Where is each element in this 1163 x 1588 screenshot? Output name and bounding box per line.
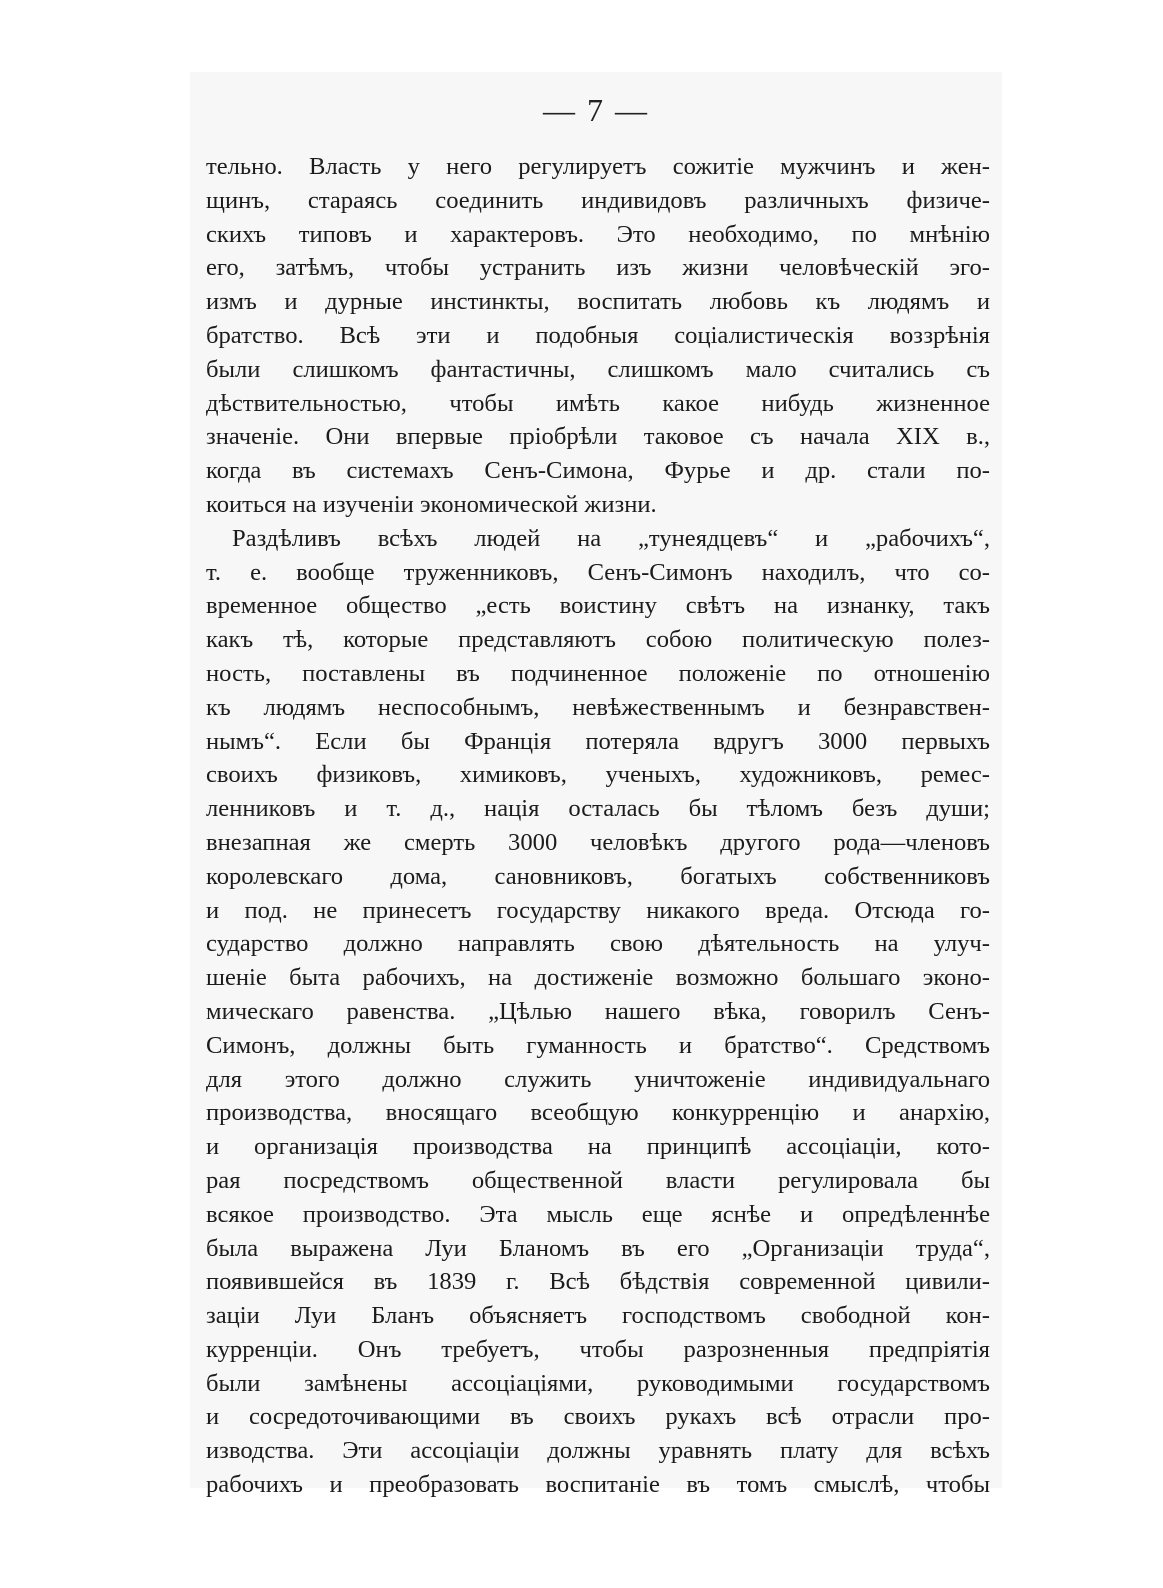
text-line: были слишкомъ фантастичны, слишкомъ мало считались съ (206, 355, 990, 383)
text-line: измъ и дурные инстинкты, воспитать любовь къ людямъ и (206, 288, 990, 316)
book-page (190, 72, 1002, 1499)
text-line: мическаго равенства. „Цѣлью нашего вѣка, говорилъ Сенъ- (206, 997, 990, 1025)
text-line: ленниковъ и т. д., нація осталась бы тѣломъ безъ души; (206, 795, 990, 823)
text-line: сударство должно направлять свою дѣятельность на улуч- (206, 930, 990, 958)
text-line: появившейся въ 1839 г. Всѣ бѣдствія современной цивили- (206, 1268, 990, 1296)
text-line: заціи Луи Бланъ объясняетъ господствомъ свободной кон- (206, 1302, 990, 1330)
text-line: королевскаго дома, сановниковъ, богатыхъ собственниковъ (206, 862, 990, 890)
page-number: — 7 — (543, 92, 649, 128)
text-line: временное общество „есть воистину свѣтъ на изнанку, такъ (206, 592, 990, 620)
text-line: рая посредствомъ общественной власти регулировала бы (206, 1166, 990, 1194)
text-line: изводства. Эти ассоціаціи должны уравнять плату для всѣхъ (206, 1437, 990, 1465)
text-line: Раздѣливъ всѣхъ людей на „тунеядцевъ“ и „рабочихъ“, (232, 524, 990, 552)
text-line: и под. не принесетъ государству никакого вреда. Отсюда го- (206, 896, 990, 924)
text-line: всякое производство. Эта мысль еще яснѣе и опредѣленнѣе (206, 1200, 990, 1228)
text-line: тельно. Власть у него регулируетъ сожитіе мужчинъ и жен- (206, 153, 990, 180)
text-line: своихъ физиковъ, химиковъ, ученыхъ, художниковъ, ремес- (206, 761, 990, 789)
text-line: когда въ системахъ Сенъ-Симона, Фурье и др. стали по- (206, 457, 990, 485)
text-line: и организація производства на принципѣ ассоціаціи, кото- (206, 1133, 990, 1161)
text-line: братство. Всѣ эти и подобныя соціалистическія воззрѣнія (206, 321, 990, 349)
text-line: дѣствительностью, чтобы имѣть какое нибудь жизненное (206, 389, 990, 417)
text-line: шеніе быта рабочихъ, на достиженіе возможно большаго эконо- (206, 964, 990, 992)
text-line: внезапная же смерть 3000 человѣкъ другого рода—членовъ (206, 828, 990, 856)
text-line: къ людямъ неспособнымъ, невѣжественнымъ и безнравствен- (206, 693, 990, 721)
text-line: производства, вносящаго всеобщую конкурренцію и анархію, (206, 1099, 990, 1127)
text-line: рабочихъ и преобразовать воспитаніе въ томъ смыслѣ, чтобы (206, 1471, 990, 1499)
text-line: какъ тѣ, которые представляютъ собою политическую полез- (206, 626, 990, 654)
text-line: была выражена Луи Бланомъ въ его „Организаціи труда“, (206, 1234, 990, 1262)
text-line: ность, поставлены въ подчиненное положеніе по отношенію (206, 659, 990, 687)
text-line: нымъ“. Если бы Франція потеряла вдругъ 3000 первыхъ (206, 727, 990, 755)
text-line: для этого должно служить уничтоженіе индивидуальнаго (206, 1065, 990, 1093)
text-line: т. е. вообще труженниковъ, Сенъ-Симонъ находилъ, что со- (206, 558, 990, 586)
text-line: были замѣнены ассоціаціями, руководимыми государствомъ (206, 1369, 990, 1397)
body-text (206, 150, 990, 1502)
text-line: щинъ, стараясь соединить индивидовъ различныхъ физиче- (206, 186, 990, 214)
text-line: Симонъ, должны быть гуманность и братство“. Средствомъ (206, 1031, 990, 1059)
text-line: курренціи. Онъ требуетъ, чтобы разрозненныя предпріятія (206, 1335, 990, 1363)
text-line: значеніе. Они впервые пріобрѣли таковое съ начала XIX в., (206, 423, 990, 451)
text-line: его, затѣмъ, чтобы устранить изъ жизни человѣческій эго- (206, 254, 990, 282)
text-line: скихъ типовъ и характеровъ. Это необходимо, по мнѣнію (206, 220, 990, 248)
text-line: коиться на изученіи экономической жизни. (206, 490, 657, 518)
text-line: и сосредоточивающими въ своихъ рукахъ всѣ отрасли про- (206, 1403, 990, 1431)
